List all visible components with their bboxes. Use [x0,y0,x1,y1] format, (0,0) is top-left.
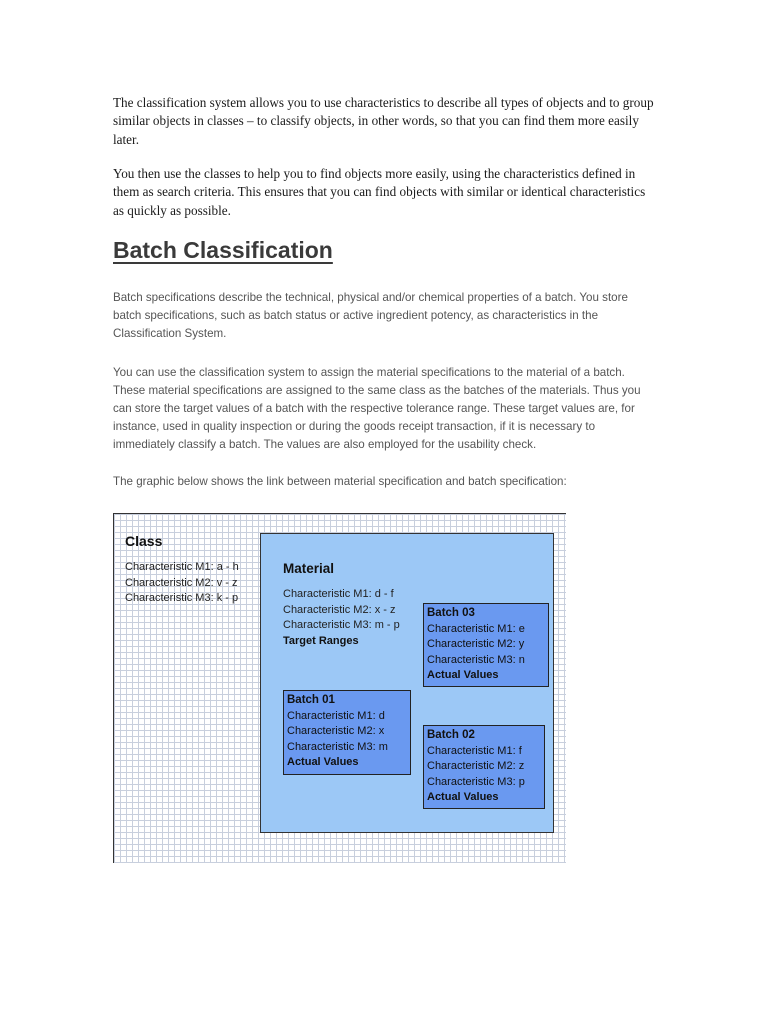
class-characteristic-m1: Characteristic M1: a - h [125,561,239,573]
section-heading: Batch Classification [113,237,333,263]
material-characteristics [283,587,400,649]
body-paragraph-3: The graphic below shows the link between material specification and batch specification: [113,475,567,488]
class-characteristic-m3: Characteristic M3: k - p [125,592,239,605]
batch-02-characteristic-m2: Characteristic M2: z [427,760,525,773]
batch-01-box [283,690,411,775]
batch-01-characteristic-m1: Characteristic M1: d [287,709,385,722]
class-characteristic-m2: Characteristic M2: v - z [125,576,238,589]
batch-03-characteristic-m2: Characteristic M2: y [427,638,525,651]
batch-02-title: Batch 02 [427,729,475,741]
material-characteristic-m2: Characteristic M2: x - z [283,603,396,616]
material-characteristic-m3: Characteristic M3: m - p [283,619,400,632]
material-characteristic-m1: Characteristic M1: d - f [283,588,394,600]
batch-03-box [423,603,549,687]
class-characteristics [125,560,239,607]
batch-03-title: Batch 03 [427,607,475,619]
batch-03-characteristic-m1: Characteristic M1: e [427,622,525,635]
batch-01-characteristic-m2: Characteristic M2: x [287,725,385,738]
class-title: Class [125,533,163,549]
body-paragraph-2: You can use the classification system to assign the material specifications to the material of a batch. These material specifications are assigned to the same class as the batches of the materials. Thus you can store the target values of a batch with the respective tolerance range. These target values are, for instance, used in quality inspection or during the goods receipt transaction, if it is necessary to immediately classify a batch. The values are also employed for the usability check. [113,366,641,451]
classification-diagram [113,513,566,863]
intro-paragraph-2: You then use the classes to help you to find objects more easily, using the characteristics defined in them as search criteria. This ensures that you can find objects with similar or identical characteristics as quickly as possible. [113,166,646,218]
batch-01-characteristic-m3: Characteristic M3: m [287,740,388,753]
batch-02-characteristic-m3: Characteristic M3: p [427,775,525,788]
batch-01-actual-values: Actual Values [287,756,359,769]
intro-paragraph-1: The classification system allows you to use characteristics to describe all types of objects and to group similar objects in classes – to classify objects, in other words, so that you can find them more easily later. [113,95,654,147]
batch-02-actual-values: Actual Values [427,791,499,804]
material-box [260,533,554,833]
batch-03-actual-values: Actual Values [427,669,499,682]
body-paragraph-1: Batch specifications describe the technical, physical and/or chemical properties of a batch. You store batch specifications, such as batch status or active ingredient potency, as characteristics in the Classification System. [113,291,628,340]
batch-02-box [423,725,545,809]
material-title: Material [283,561,335,576]
batch-01-title: Batch 01 [287,694,335,706]
batch-03-characteristic-m3: Characteristic M3: n [427,653,525,666]
material-target-ranges: Target Ranges [283,634,359,647]
batch-02-characteristic-m1: Characteristic M1: f [427,744,522,757]
